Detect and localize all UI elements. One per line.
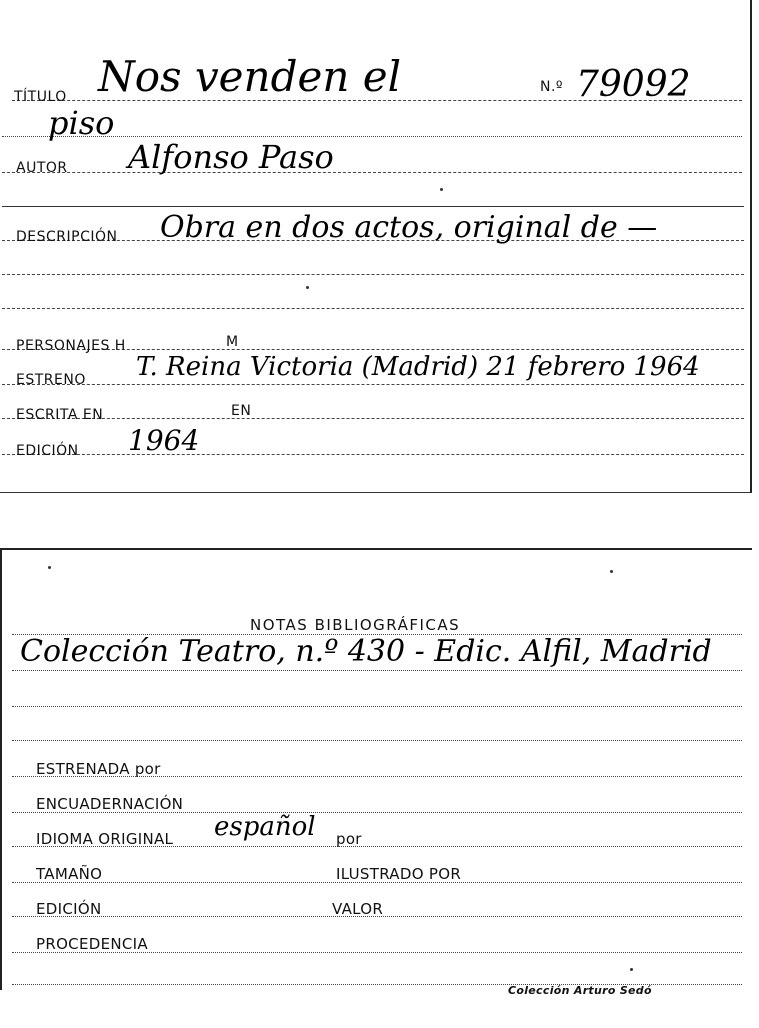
- value-autor: Alfonso Paso: [128, 138, 334, 176]
- label-valor: VALOR: [332, 900, 384, 918]
- rule-autor: [2, 172, 742, 173]
- value-descripcion: Obra en dos actos, original de —: [160, 210, 658, 245]
- notas-heading: NOTAS BIBLIOGRÁFICAS: [250, 616, 461, 634]
- label-ilustrado-por: ILUSTRADO POR: [336, 865, 462, 883]
- value-estreno: T. Reina Victoria (Madrid) 21 febrero 1964: [136, 352, 700, 382]
- label-edicion-back: EDICIÓN: [36, 900, 102, 918]
- collection-credit: Colección Arturo Sedó: [508, 984, 652, 997]
- label-estreno: ESTRENO: [16, 372, 86, 388]
- label-escrita-en: ESCRITA EN: [16, 407, 104, 423]
- label-autor: AUTOR: [16, 160, 68, 176]
- scan-speck: [440, 188, 443, 191]
- rule-descripcion-3: [2, 308, 744, 309]
- label-titulo: TÍTULO: [14, 89, 67, 105]
- value-notas: Colección Teatro, n.º 430 - Edic. Alfil, Madrid: [20, 634, 712, 669]
- catalog-card-front: [0, 0, 752, 493]
- label-edicion: EDICIÓN: [16, 443, 79, 459]
- value-idioma-original: español: [214, 812, 316, 842]
- label-personajes-h: PERSONAJES H: [16, 338, 126, 354]
- label-tamano: TAMAÑO: [36, 865, 103, 883]
- scan-speck: [610, 570, 613, 573]
- value-edicion: 1964: [128, 424, 200, 457]
- scan-speck: [306, 286, 309, 289]
- label-descripcion: DESCRIPCIÓN: [16, 229, 118, 245]
- rule-notas-4: [12, 740, 742, 741]
- label-idioma-original: IDIOMA ORIGINAL: [36, 830, 174, 848]
- rule-edicion: [2, 454, 744, 455]
- label-procedencia: PROCEDENCIA: [36, 935, 148, 953]
- rule-escrita: [2, 418, 744, 419]
- rule-estreno: [2, 384, 744, 385]
- rule-notas-2: [12, 670, 742, 671]
- value-numero: 79092: [576, 64, 691, 105]
- label-por: por: [336, 830, 362, 848]
- label-encuadernacion: ENCUADERNACIÓN: [36, 795, 184, 813]
- label-numero: N.º: [540, 79, 564, 95]
- value-titulo-line1: Nos venden el: [98, 52, 402, 101]
- rule-separator: [2, 206, 744, 207]
- rule-notas-3: [12, 706, 742, 707]
- label-personajes-m: M: [226, 334, 239, 350]
- scan-speck: [48, 566, 51, 569]
- value-titulo-line2: piso: [48, 104, 115, 142]
- label-estrenada-por: ESTRENADA por: [36, 760, 161, 778]
- label-en: EN: [231, 403, 252, 419]
- catalog-card-back: [0, 548, 752, 990]
- rule-descripcion-2: [2, 274, 744, 275]
- scan-speck: [630, 968, 633, 971]
